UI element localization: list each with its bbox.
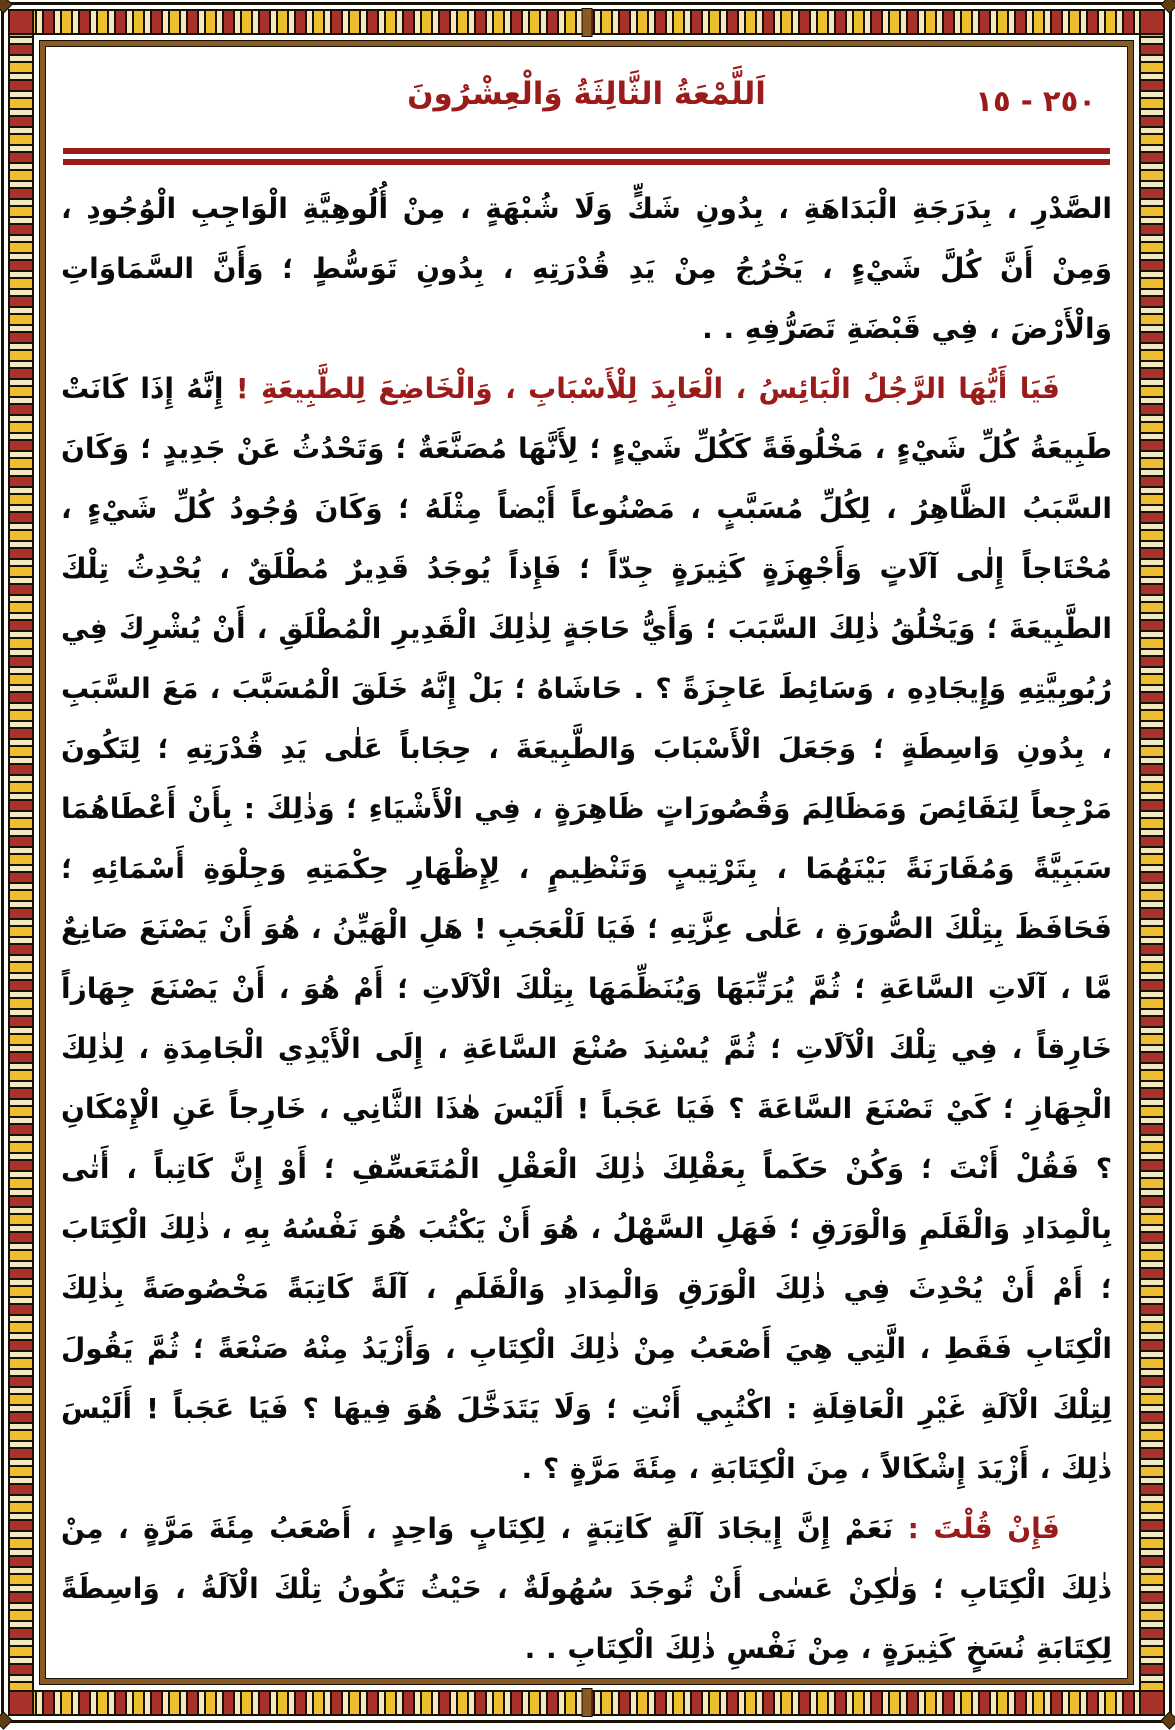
border-left-band xyxy=(9,9,35,1716)
paragraph xyxy=(62,179,1113,359)
border-corner-link xyxy=(9,1690,35,1716)
paragraph-text: الصَّدْرِ ، بِدَرَجَةِ الْبَدَاهَةِ ، بِدُونِ شَكٍّ وَلَا شُبْهَةٍ ، مِنْ أُلُوهِيَّةِ الْوَاجِبِ الْوُجُودِ ، وَمِنْ أَنَّ كُلَّ شَيْءٍ ، يَخْرُجُ مِنْ يَدِ قُدْرَتِهِ ، بِدُونِ تَوَسُّطٍ ؛ وَأَنَّ السَّمَاوَاتِ وَالْأَرْضَ ، فِي قَبْضَةِ تَصَرُّفِهِ . . xyxy=(62,192,1113,345)
border-corner-link xyxy=(1140,9,1166,35)
header-divider xyxy=(64,148,1111,165)
border-right-band xyxy=(1140,9,1166,1716)
paragraph xyxy=(62,359,1113,1499)
paragraph-lead-red: فَإِنْ قُلْتَ : xyxy=(908,1512,1062,1545)
border-corner-link xyxy=(9,9,35,35)
page-content xyxy=(60,48,1115,1677)
page-header xyxy=(60,66,1115,136)
border-top-center-ornament xyxy=(582,8,593,37)
paragraph-text: إِنَّهُ إِذَا كَانَتْ طَبِيعَةُ كُلِّ شَيْءٍ ، مَخْلُوقَةً كَكُلِّ شَيْءٍ ؛ لِأَنَّهَا مُصَنَّعَةٌ ؛ وَتَحْدُثُ عَنْ جَدِيدٍ ؛ وَكَانَ السَّبَبُ الظَّاهِرُ ، لِكُلِّ مُسَبَّبٍ ، مَصْنُوعاً أَيْضاً مِثْلَهُ ؛ وَكَانَ وُجُودُ كُلِّ شَيْءٍ ، مُحْتَاجاً إِلٰى آلَاتٍ وَأَجْهِزَةٍ كَثِيرَةٍ جِدّاً ؛ فَإِذاً يُوجَدُ قَدِيرٌ مُطْلَقٌ ، يُحْدِثُ تِلْكَ الطَّبِيعَةَ ؛ وَيَخْلُقُ ذٰلِكَ السَّبَبَ ؛ وَأَيُّ حَاجَةٍ لِذٰلِكَ الْقَدِيرِ الْمُطْلَقِ ، أَنْ يُشْرِكَ فِي رُبُوبِيَّتِهِ وَإِيجَادِهِ ، وَسَائِطَ عَاجِزَةً ؟ . حَاشَاهُ ؛ بَلْ إِنَّهُ خَلَقَ الْمُسَبَّبَ ، مَعَ السَّبَبِ ، بِدُونِ وَاسِطَةٍ ؛ وَجَعَلَ الْأَسْبَابَ وَالطَّبِيعَةَ ، حِجَاباً عَلٰى يَدِ قُدْرَتِهِ ؛ لِتَكُونَ مَرْجِعاً لِنَقَائِصَ وَمَظَالِمَ وَقُصُورَاتٍ ظَاهِرَةٍ ، فِي الْأَشْيَاءِ ؛ وَذٰلِكَ : بِأَنْ أَعْطَاهُمَا سَبَبِيَّةً وَمُقَارَنَةً بَيْنَهُمَا ، بِتَرْتِيبٍ وَتَنْظِيمٍ ، لِإِظْهَارِ حِكْمَتِهِ وَجِلْوَةِ أَسْمَائِهِ ؛ فَحَافَظَ بِتِلْكَ الصُّورَةِ ، عَلٰى عِزَّتِهِ ؛ فَيَا لَلْعَجَبِ ! هَلِ الْهَيِّنُ ، هُوَ أَنْ يَصْنَعَ صَانِعٌ مَّا ، آلَاتِ السَّاعَةِ ؛ ثُمَّ يُرَتِّبَهَا وَيُنَظِّمَهَا بِتِلْكَ الْآلَاتِ ؛ أَمْ هُوَ ، أَنْ يَصْنَعَ جِهَازاً خَارِقاً ، فِي تِلْكَ الْآلَاتِ ؛ ثُمَّ يُسْنِدَ صُنْعَ السَّاعَةِ ، إِلَى الْأَيْدِي الْجَامِدَةِ ، لِذٰلِكَ الْجِهَازِ ؛ كَيْ تَصْنَعَ السَّاعَةَ ؟ فَيَا عَجَباً ! أَلَيْسَ هٰذَا الثَّانِي ، خَارِجاً عَنِ الْإِمْكَانِ ؟ فَقُلْ أَنْتَ ؛ وَكُنْ حَكَماً بِعَقْلِكَ ذٰلِكَ الْعَقْلِ الْمُتَعَسِّفِ ؛ أَوْ إِنَّ كَاتِباً ، أَتٰى بِالْمِدَادِ وَالْقَلَمِ وَالْوَرَقِ ؛ فَهَلِ السَّهْلُ ، هُوَ أَنْ يَكْتُبَ هُوَ نَفْسُهُ بِهِ ، ذٰلِكَ الْكِتَابَ ؛ أَمْ أَنْ يُحْدِثَ فِي ذٰلِكَ الْوَرَقِ وَالْمِدَادِ وَالْقَلَمِ ، آلَةً كَاتِبَةً مَخْصُوصَةً بِذٰلِكَ الْكِتَابِ فَقَطِ ، الَّتِي هِيَ أَصْعَبُ مِنْ ذٰلِكَ الْكِتَابِ ، وَأَزْيَدُ مِنْهُ صَنْعَةً ؛ ثُمَّ يَقُولَ لِتِلْكَ الْآلَةِ غَيْرِ الْعَاقِلَةِ : اكْتُبِي أَنْتِ ؛ وَلَا يَتَدَخَّلَ هُوَ فِيهَا ؟ فَيَا عَجَباً ! أَلَيْسَ ذٰلِكَ ، أَزْيَدَ إِشْكَالاً ، مِنَ الْكِتَابَةِ ، مِئَةَ مَرَّةٍ ؟ . xyxy=(62,372,1113,1485)
page-number: ٢٥٠ - ١٥ xyxy=(976,84,1097,118)
paragraph-lead-red: فَيَا أَيُّهَا الرَّجُلُ الْبَائِسُ ، الْعَابِدَ لِلْأَسْبَابِ ، وَالْخَاضِعَ لِلطَّبِيعَةِ ! xyxy=(236,372,1062,405)
paragraph-text: نَعَمْ إِنَّ إِيجَادَ آلَةٍ كَاتِبَةٍ ، لِكِتَابٍ وَاحِدٍ ، أَصْعَبُ مِئَةَ مَرَّةٍ ، مِنْ ذٰلِكَ الْكِتَابِ ؛ وَلٰكِنْ عَسٰى أَنْ تُوجَدَ سُهُولَةٌ ، حَيْثُ تَكُونُ تِلْكَ الْآلَةُ ، وَاسِطَةً لِكِتَابَةِ نُسَخٍ كَثِيرَةٍ ، مِنْ نَفْسِ ذٰلِكَ الْكِتَابِ . . xyxy=(62,1512,1113,1665)
border-bottom-center-ornament xyxy=(582,1688,593,1717)
body-text xyxy=(62,179,1113,1679)
paragraph xyxy=(62,1499,1113,1679)
page-title: اَللَّمْعَةُ الثَّالِثَةُ وَالْعِشْرُونَ xyxy=(408,76,767,112)
border-corner-link xyxy=(1140,1690,1166,1716)
